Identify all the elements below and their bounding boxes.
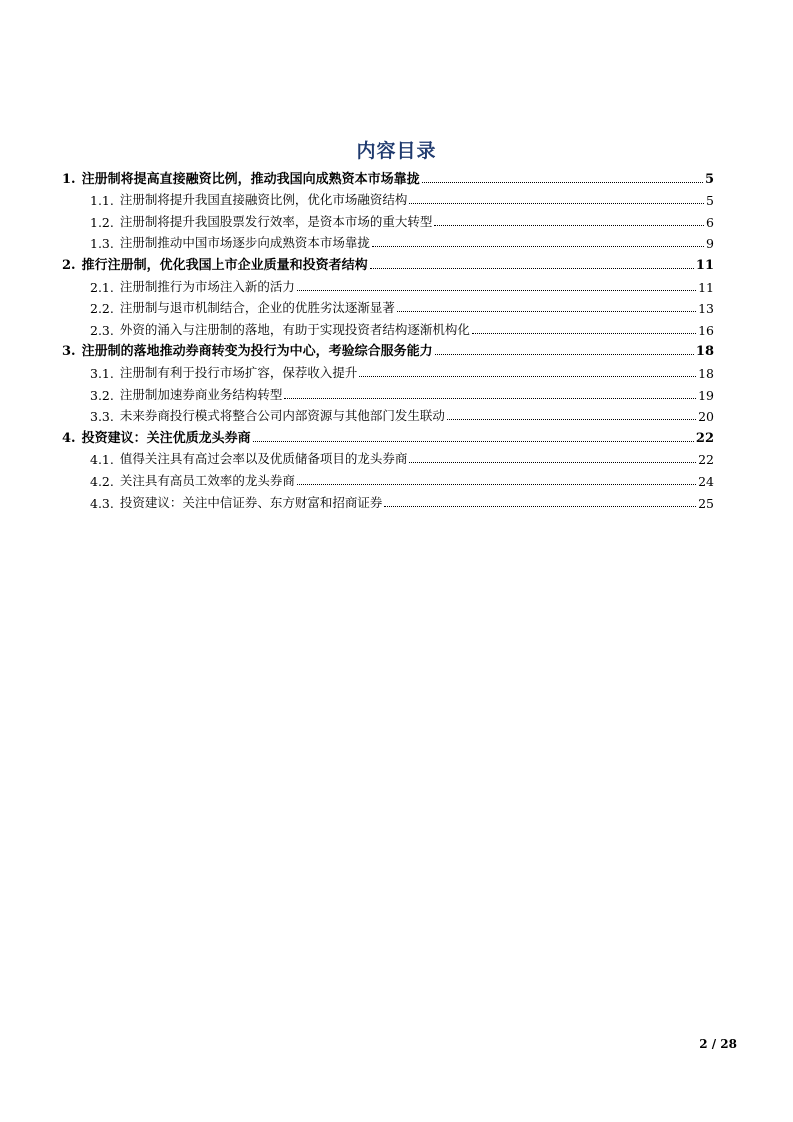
toc-entry-number: 4.1. — [90, 452, 114, 468]
toc-entry-number: 3. — [62, 344, 76, 360]
dot-leader — [435, 354, 694, 355]
dot-leader — [409, 203, 704, 204]
toc-entry-section[interactable] — [62, 165, 714, 187]
toc-entry-number: 2. — [62, 257, 76, 273]
dot-leader — [359, 376, 696, 377]
table-of-contents — [62, 165, 714, 511]
toc-entry-label: 值得关注具有高过会率以及优质储备项目的龙头券商 — [119, 451, 408, 467]
toc-entry-page: 5 — [706, 193, 714, 209]
toc-entry-page: 11 — [698, 279, 714, 295]
toc-entry-label: 注册制推行为市场注入新的活力 — [119, 278, 295, 294]
toc-entry-page: 5 — [704, 171, 714, 187]
toc-entry-number: 2.3. — [90, 322, 114, 338]
toc-entry-label: 注册制与退市机制结合，企业的优胜劣汰逐渐显著 — [119, 300, 395, 316]
dot-leader — [447, 419, 696, 420]
toc-entry-number: 2.2. — [90, 301, 114, 317]
toc-entry-number: 1. — [62, 171, 76, 187]
toc-entry-label: 注册制将提高直接融资比例，推动我国向成熟资本市场靠拢 — [81, 171, 420, 187]
toc-entry-label: 推行注册制，优化我国上市企业质量和投资者结构 — [81, 257, 368, 273]
dot-leader — [284, 398, 696, 399]
toc-entry-number: 3.1. — [90, 365, 114, 381]
toc-entry-label: 未来券商投行模式将整合公司内部资源与其他部门发生联动 — [119, 408, 445, 424]
toc-entry-subsection[interactable] — [62, 316, 714, 338]
dot-leader — [297, 484, 696, 485]
toc-entry-number: 4. — [62, 430, 76, 446]
dot-leader — [434, 225, 704, 226]
dot-leader — [253, 441, 694, 442]
toc-entry-subsection[interactable] — [62, 446, 714, 468]
dot-leader — [422, 182, 703, 183]
page-indicator: 2 / 28 — [699, 1037, 737, 1051]
toc-entry-label: 注册制有利于投行市场扩容，保荐收入提升 — [119, 364, 358, 380]
toc-entry-page: 25 — [698, 495, 714, 511]
toc-entry-subsection[interactable] — [62, 381, 714, 403]
toc-entry-page: 18 — [695, 344, 714, 360]
dot-leader — [372, 246, 704, 247]
toc-entry-number: 4.2. — [90, 473, 114, 489]
toc-entry-subsection[interactable] — [62, 403, 714, 425]
toc-entry-number: 2.1. — [90, 279, 114, 295]
toc-entry-label: 注册制推动中国市场逐步向成熟资本市场靠拢 — [119, 235, 370, 251]
toc-entry-label: 关注具有高员工效率的龙头券商 — [119, 472, 295, 488]
toc-entry-subsection[interactable] — [62, 187, 714, 209]
toc-entry-subsection[interactable] — [62, 208, 714, 230]
toc-entry-number: 3.3. — [90, 409, 114, 425]
toc-entry-subsection[interactable] — [62, 295, 714, 317]
toc-entry-label: 投资建议：关注优质龙头券商 — [81, 430, 251, 446]
toc-entry-number: 4.3. — [90, 495, 114, 511]
dot-leader — [370, 268, 694, 269]
dot-leader — [397, 311, 696, 312]
dot-leader — [472, 333, 696, 334]
toc-entry-page: 22 — [695, 430, 714, 446]
toc-entry-page: 16 — [698, 322, 714, 338]
toc-title: 内容目录 — [356, 140, 437, 162]
toc-entry-label: 注册制的落地推动券商转变为投行为中心，考验综合服务能力 — [81, 344, 433, 360]
toc-entry-number: 1.2. — [90, 214, 114, 230]
toc-entry-subsection[interactable] — [62, 359, 714, 381]
toc-entry-section[interactable] — [62, 338, 714, 360]
toc-entry-label: 注册制加速券商业务结构转型 — [119, 386, 283, 402]
toc-entry-subsection[interactable] — [62, 467, 714, 489]
toc-entry-page: 11 — [695, 257, 714, 273]
toc-entry-label: 外资的涌入与注册制的落地，有助于实现投资者结构逐渐机构化 — [119, 321, 470, 337]
toc-entry-section[interactable] — [62, 424, 714, 446]
toc-entry-label: 注册制将提升我国股票发行效率，是资本市场的重大转型 — [119, 213, 433, 229]
toc-entry-subsection[interactable] — [62, 273, 714, 295]
toc-entry-page: 6 — [706, 214, 714, 230]
toc-entry-subsection[interactable] — [62, 230, 714, 252]
toc-entry-page: 19 — [698, 387, 714, 403]
dot-leader — [409, 462, 696, 463]
toc-entry-number: 1.1. — [90, 193, 114, 209]
toc-entry-number: 3.2. — [90, 387, 114, 403]
toc-entry-number: 1.3. — [90, 236, 114, 252]
dot-leader — [297, 290, 696, 291]
dot-leader — [384, 506, 696, 507]
toc-entry-section[interactable] — [62, 251, 714, 273]
toc-entry-page: 22 — [698, 452, 714, 468]
toc-entry-page: 24 — [698, 473, 714, 489]
toc-entry-subsection[interactable] — [62, 489, 714, 511]
toc-entry-page: 18 — [698, 365, 714, 381]
toc-entry-label: 注册制将提升我国直接融资比例，优化市场融资结构 — [119, 192, 408, 208]
toc-entry-page: 9 — [706, 236, 714, 252]
toc-entry-label: 投资建议：关注中信证券、东方财富和招商证券 — [119, 494, 383, 510]
toc-entry-page: 20 — [698, 409, 714, 425]
toc-entry-page: 13 — [698, 301, 714, 317]
